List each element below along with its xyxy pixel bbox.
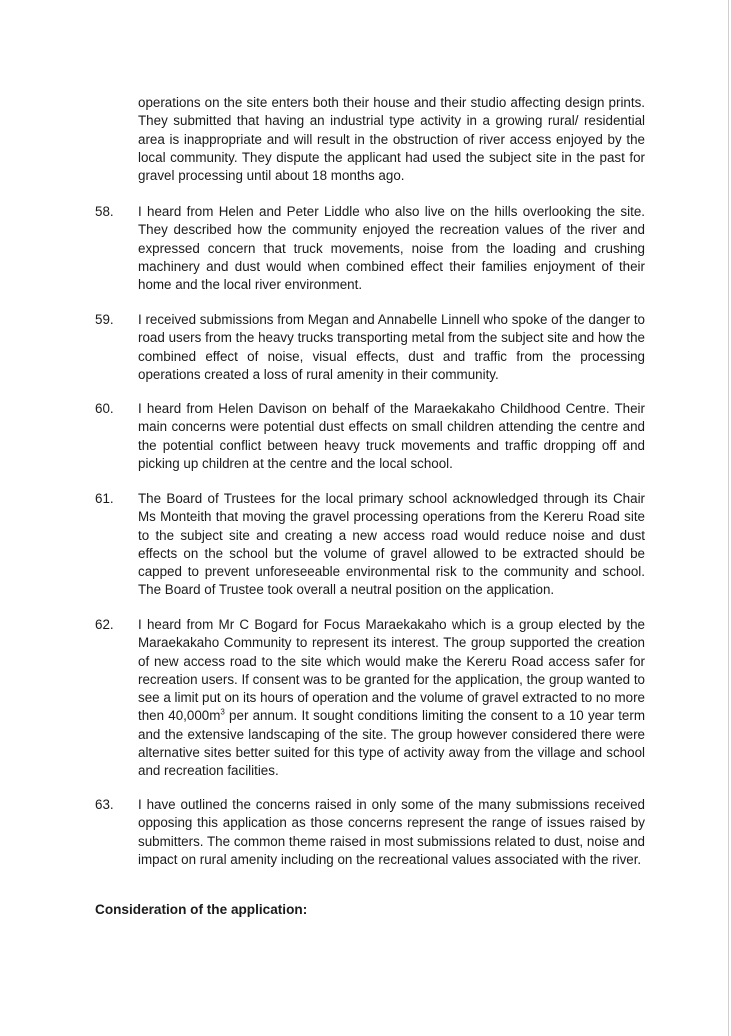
paragraph-58: [95, 203, 645, 294]
paragraph-63: [95, 796, 645, 869]
paragraph-number: 58.: [95, 204, 114, 219]
paragraph-62: [95, 616, 645, 781]
superscript: 3: [220, 708, 225, 718]
continuation-paragraph: operations on the site enters both their house and their studio affecting design prints. They submitted that having an industrial type activity in a growing rural/ residential area is inappropriate and will result in the obstruction of river access enjoyed by the local community. They dispute the applicant had used the subject site in the past for gravel processing until about 18 months ago.: [138, 95, 645, 184]
scan-edge-line: [728, 0, 729, 1036]
paragraph-61: [95, 490, 645, 600]
paragraph-number: 63.: [95, 797, 114, 812]
paragraph-number: 61.: [95, 491, 114, 506]
paragraph-59: [95, 311, 645, 384]
paragraph-text: I heard from Helen and Peter Liddle who also live on the hills overlooking the site. They described how the community enjoyed the recreation values of the river and expressed concern that truck movements, noise from the loading and crushing machinery and dust would when combined effect their families enjoyment of their home and the local river environment.: [138, 204, 645, 293]
paragraph-text-part: I heard from Mr C Bogard for Focus Maraekakaho which is a group elected by the Maraekakaho Community to represent its interest. The group supported the creation of new access road to the site which would make the Kereru Road access safer for recreation users. If consent was to be granted for the application, the group wanted to see a limit put on its hours of operation and the volume of gravel extracted to no more then 40,000m: [138, 617, 645, 724]
paragraph-text: The Board of Trustees for the local primary school acknowledged through its Chair Ms Monteith that moving the gravel processing operations from the Kereru Road site to the subject site and creating a new access road would reduce noise and dust effects on the school but the volume of gravel allowed to be extracted should be capped to prevent unforeseeable environmental risk to the community and school. The Board of Trustee took overall a neutral position on the application.: [138, 491, 645, 598]
paragraph-number: 60.: [95, 401, 114, 416]
section-heading: Consideration of the application:: [95, 902, 308, 917]
paragraph-text: I have outlined the concerns raised in only some of the many submissions received opposing this application as those concerns represent the range of issues raised by submitters. The common theme raised in most submissions related to dust, noise and impact on rural amenity including on the recreational values associated with the river.: [138, 797, 645, 867]
paragraph-number: 59.: [95, 312, 114, 327]
paragraph-text: I heard from Helen Davison on behalf of the Maraekakaho Childhood Centre. Their main concerns were potential dust effects on small children attending the centre and the potential conflict between heavy truck movements and traffic dropping off and picking up children at the centre and the local school.: [138, 401, 645, 471]
paragraph-number: 62.: [95, 617, 114, 632]
paragraph-60: [95, 400, 645, 473]
paragraph-text: [138, 616, 645, 781]
paragraph-text-part: per annum. It sought conditions limiting the consent to a 10 year term and the extensive landscaping of the site. The group however considered there were alternative sites better suited for this type of activity away from the village and school and recreation facilities.: [138, 708, 645, 779]
paragraph-text: I received submissions from Megan and Annabelle Linnell who spoke of the danger to road users from the heavy trucks transporting metal from the subject site and how the combined effect of noise, visual effects, dust and traffic from the processing operations created a loss of rural amenity in their community.: [138, 312, 645, 382]
